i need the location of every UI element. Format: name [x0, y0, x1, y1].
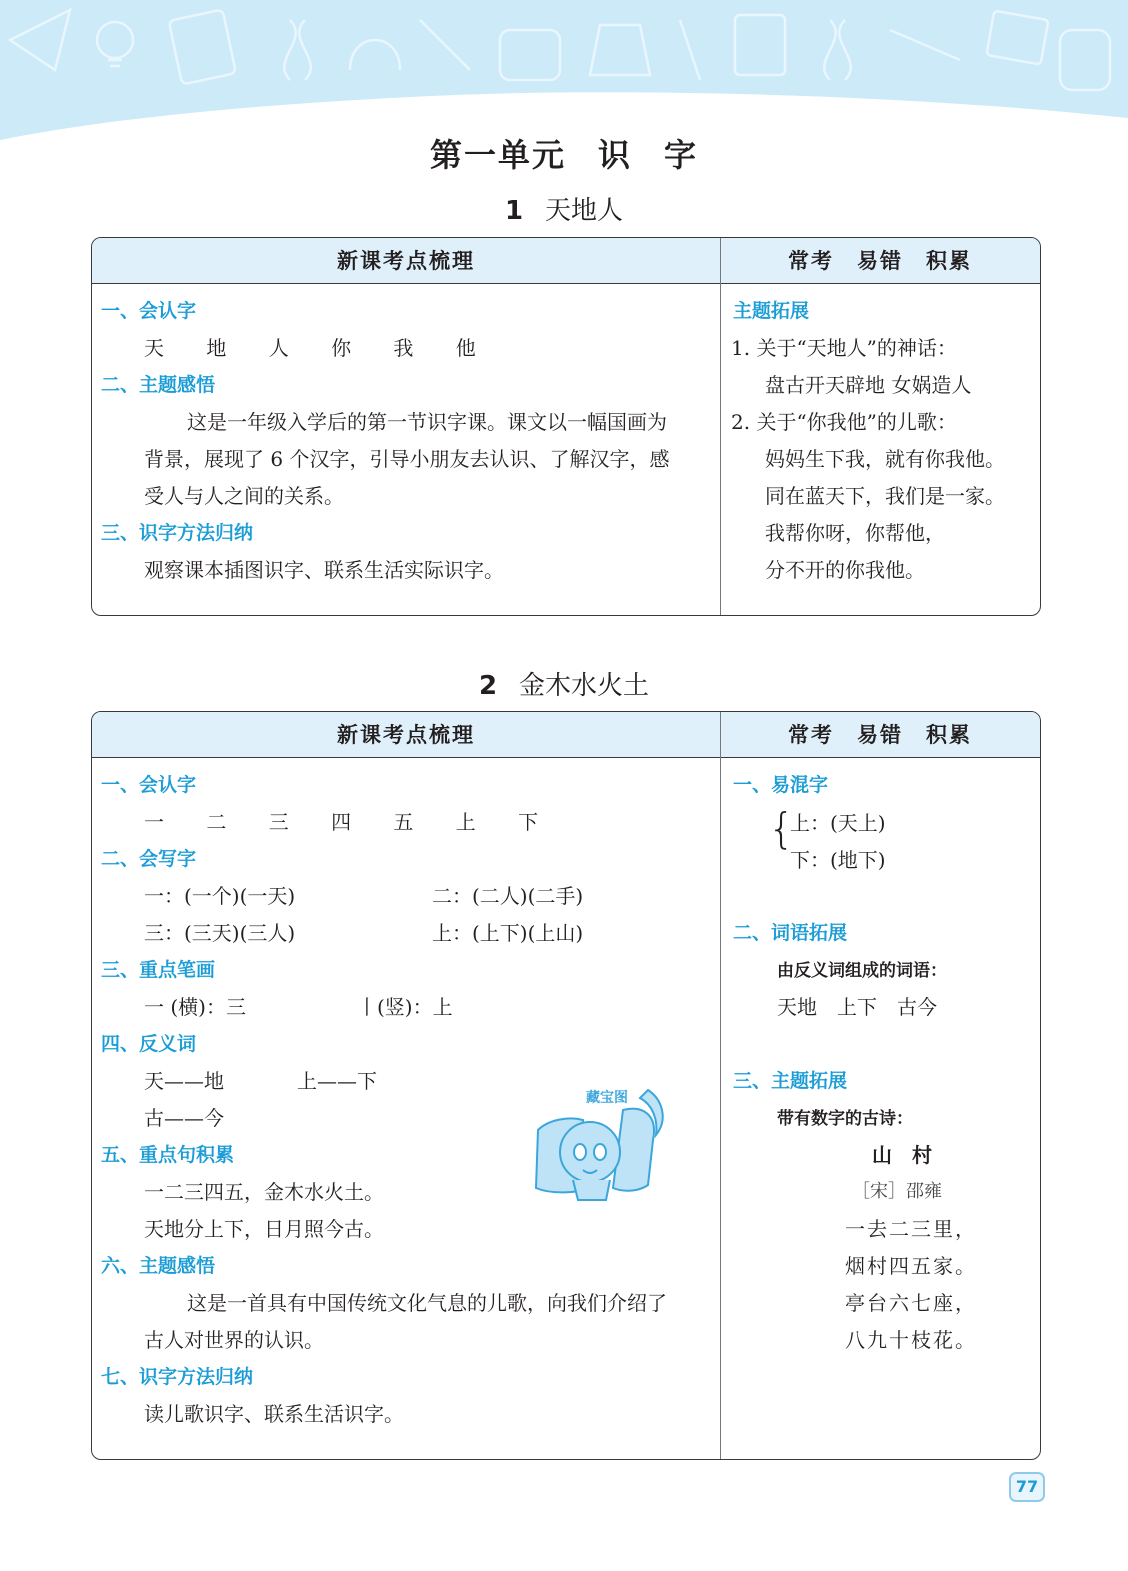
section-heading: 三、重点笔画 [101, 959, 216, 981]
numbered-item: 1. 关于“天地人”的神话： [731, 336, 957, 360]
content-line-second-column: 上——下 [297, 1069, 377, 1093]
content-line: 一 (横)：三 [144, 995, 246, 1019]
header-banner [0, 0, 1128, 150]
section-heading: 二、会写字 [101, 848, 197, 870]
paragraph-line: 这是一年级入学后的第一节识字课。课文以一幅国画为 [187, 410, 667, 434]
number-poem-subheading: 带有数字的古诗： [777, 1109, 913, 1129]
confusable-chars-heading: 一、易混字 [733, 774, 829, 796]
content-line: 三：(三天)(三人) [144, 921, 296, 945]
poem-line: 八九十枝花。 [845, 1328, 977, 1352]
poem-title: 山 村 [872, 1143, 932, 1167]
content-line: 天——地 [144, 1069, 224, 1093]
rhyme-line: 同在蓝天下，我们是一家。 [765, 484, 1005, 508]
mascot-label: 藏宝图 [586, 1090, 628, 1106]
section-heading: 主题拓展 [733, 300, 810, 322]
table-header [92, 712, 1040, 758]
confusable-pair-1: 上：(天上) [790, 811, 886, 835]
content-line: 读儿歌识字、联系生活识字。 [144, 1402, 404, 1426]
unit-title-c: 字 [664, 136, 699, 174]
section-heading: 一、会认字 [101, 774, 197, 796]
brace-icon: { [768, 804, 795, 853]
theme-expansion-heading: 三、主题拓展 [733, 1070, 848, 1092]
numbered-item: 2. 关于“你我他”的儿歌： [731, 410, 957, 434]
content-line-second-column: 二：(二人)(二手) [432, 884, 584, 908]
content-line: 一：(一个)(一天) [144, 884, 296, 908]
content-line-second-column: 丨(竖)：上 [357, 995, 453, 1019]
lesson-1-number: 1 [504, 196, 524, 226]
treasure-map-mascot-image [528, 1080, 680, 1208]
content-line: 观察课本插图识字、联系生活实际识字。 [144, 558, 504, 582]
lesson-2-title [0, 665, 1128, 702]
left-column-header: 新课考点梳理 [337, 723, 475, 747]
poem-author: ［宋］邵雍 [852, 1181, 942, 1202]
content-line: 一二三四五，金木水火土。 [144, 1180, 384, 1204]
column-divider [720, 238, 721, 615]
page-number: 77 [1009, 1472, 1045, 1502]
table-header [92, 238, 1040, 284]
poem-line: 亭台六七座， [845, 1291, 977, 1315]
poem-line: 一去二三里， [845, 1217, 977, 1241]
lesson-2-name: 金木水火土 [519, 671, 650, 701]
section-heading: 四、反义词 [101, 1033, 197, 1055]
lesson-2-number: 2 [478, 671, 498, 701]
rhyme-line: 盘古开天辟地 女娲造人 [765, 373, 972, 397]
rhyme-line: 妈妈生下我，就有你我他。 [765, 447, 1005, 471]
content-line: 受人与人之间的关系。 [144, 484, 344, 508]
unit-title-b: 识 [597, 136, 632, 174]
character-list: 一 二 三 四 五 上 下 [144, 810, 557, 834]
rhyme-line: 我帮你呀，你帮他， [765, 521, 945, 545]
lesson-1-table [91, 237, 1041, 616]
section-heading: 五、重点句积累 [101, 1144, 235, 1166]
antonym-words-subheading: 由反义词组成的词语： [777, 961, 947, 981]
lesson-1-name: 天地人 [545, 196, 624, 226]
section-heading: 七、识字方法归纳 [101, 1366, 254, 1388]
content-line-second-column: 上：(上下)(上山) [432, 921, 584, 945]
poem-line: 烟村四五家。 [845, 1254, 977, 1278]
section-heading: 一、会认字 [101, 300, 197, 322]
paragraph-line: 这是一首具有中国传统文化气息的儿歌，向我们介绍了 [187, 1291, 667, 1315]
section-heading: 三、识字方法归纳 [101, 522, 254, 544]
unit-title [0, 130, 1128, 176]
character-list: 天 地 人 你 我 他 [144, 336, 494, 360]
column-divider [720, 712, 721, 1459]
rhyme-line: 分不开的你我他。 [765, 558, 925, 582]
content-line: 古人对世界的认识。 [144, 1328, 324, 1352]
content-line: 背景，展现了 6 个汉字，引导小朋友去认识、了解汉字，感 [144, 447, 670, 471]
confusable-pair-2: 下：(地下) [790, 848, 886, 872]
lesson-1-title [0, 190, 1128, 227]
unit-title-a: 第一单元 [429, 136, 566, 174]
right-column-header: 常考 易错 积累 [788, 723, 972, 747]
content-line: 古——今 [144, 1106, 224, 1130]
word-expansion-heading: 二、词语拓展 [733, 922, 848, 944]
right-column-header: 常考 易错 积累 [788, 249, 972, 273]
antonym-words: 天地 上下 古今 [777, 995, 937, 1019]
section-heading: 二、主题感悟 [101, 374, 216, 396]
left-column-header: 新课考点梳理 [337, 249, 475, 273]
content-line: 天地分上下，日月照今古。 [144, 1217, 384, 1241]
section-heading: 六、主题感悟 [101, 1255, 216, 1277]
